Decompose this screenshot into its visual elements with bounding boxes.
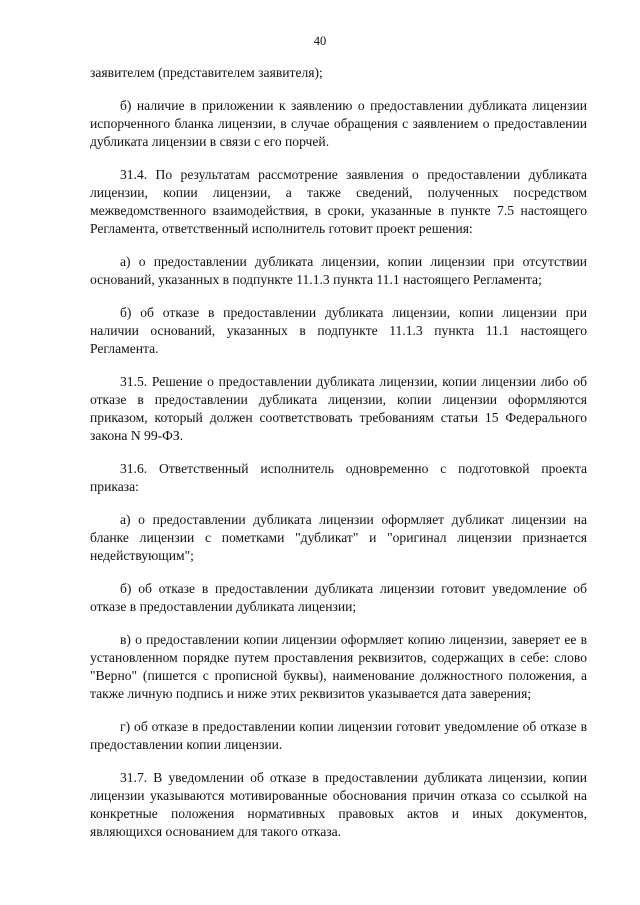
paragraph-31-6-g: г) об отказе в предоставлении копии лицензии готовит уведомление об отказе в предоставлении копии лицензии. <box>90 719 587 752</box>
page-number: 40 <box>313 34 327 48</box>
paragraph-31-4-b: б) об отказе в предоставлении дубликата лицензии, копии лицензии при наличии оснований, указанных в подпункте 11.1.3 пункта 11.1 настоящего Регламента. <box>90 305 587 356</box>
paragraph-b-damaged-form: б) наличие в приложении к заявлению о предоставлении дубликата лицензии испорченного бланка лицензии, в случае обращения с заявлением о предоставлении дубликата лицензии в связи с его порчей. <box>90 98 587 149</box>
paragraph-31-6-b: б) об отказе в предоставлении дубликата лицензии готовит уведомление об отказе в предоставлении дубликата лицензии; <box>90 581 587 614</box>
paragraph-31-6-a: а) о предоставлении дубликата лицензии оформляет дубликат лицензии на бланке лицензии с пометками "дубликат" и "оригинал лицензии признается недействующим"; <box>90 512 587 563</box>
paragraph-31-4: 31.4. По результатам рассмотрение заявления о предоставлении дубликата лицензии, копии лицензии, а также сведений, полученных посредством межведомственного взаимодействия, в сроки, указанные в пункте 7.5 настоящего Регламента, ответственный исполнитель готовит проект решения: <box>90 167 587 236</box>
document-body <box>90 64 587 856</box>
paragraph-31-4-a: а) о предоставлении дубликата лицензии, копии лицензии при отсутствии оснований, указанных в подпункте 11.1.3 пункта 11.1 настоящего Регламента; <box>90 254 587 287</box>
paragraph-31-6: 31.6. Ответственный исполнитель одновременно с подготовкой проекта приказа: <box>90 461 587 494</box>
paragraph-31-5: 31.5. Решение о предоставлении дубликата лицензии, копии лицензии либо об отказе в предоставлении дубликата лицензии, копии лицензии оформляются приказом, который должен соответствовать требованиям статьи 15 Федерального закона N 99-ФЗ. <box>90 374 587 443</box>
paragraph-continuation: заявителем (представителем заявителя); <box>90 65 323 80</box>
paragraph-31-7: 31.7. В уведомлении об отказе в предоставлении дубликата лицензии, копии лицензии указываются мотивированные обоснования причин отказа со ссылкой на конкретные положения нормативных правовых актов и иных документов, являющихся основанием для такого отказа. <box>90 770 587 839</box>
paragraph-31-6-v: в) о предоставлении копии лицензии оформляет копию лицензии, заверяет ее в установленном порядке путем проставления реквизитов, содержащих в себе: слово "Верно" (пишется с прописной буквы), наименование должностного положения, а также личную подпись и ниже этих реквизитов указывается дата заверения; <box>90 632 587 701</box>
